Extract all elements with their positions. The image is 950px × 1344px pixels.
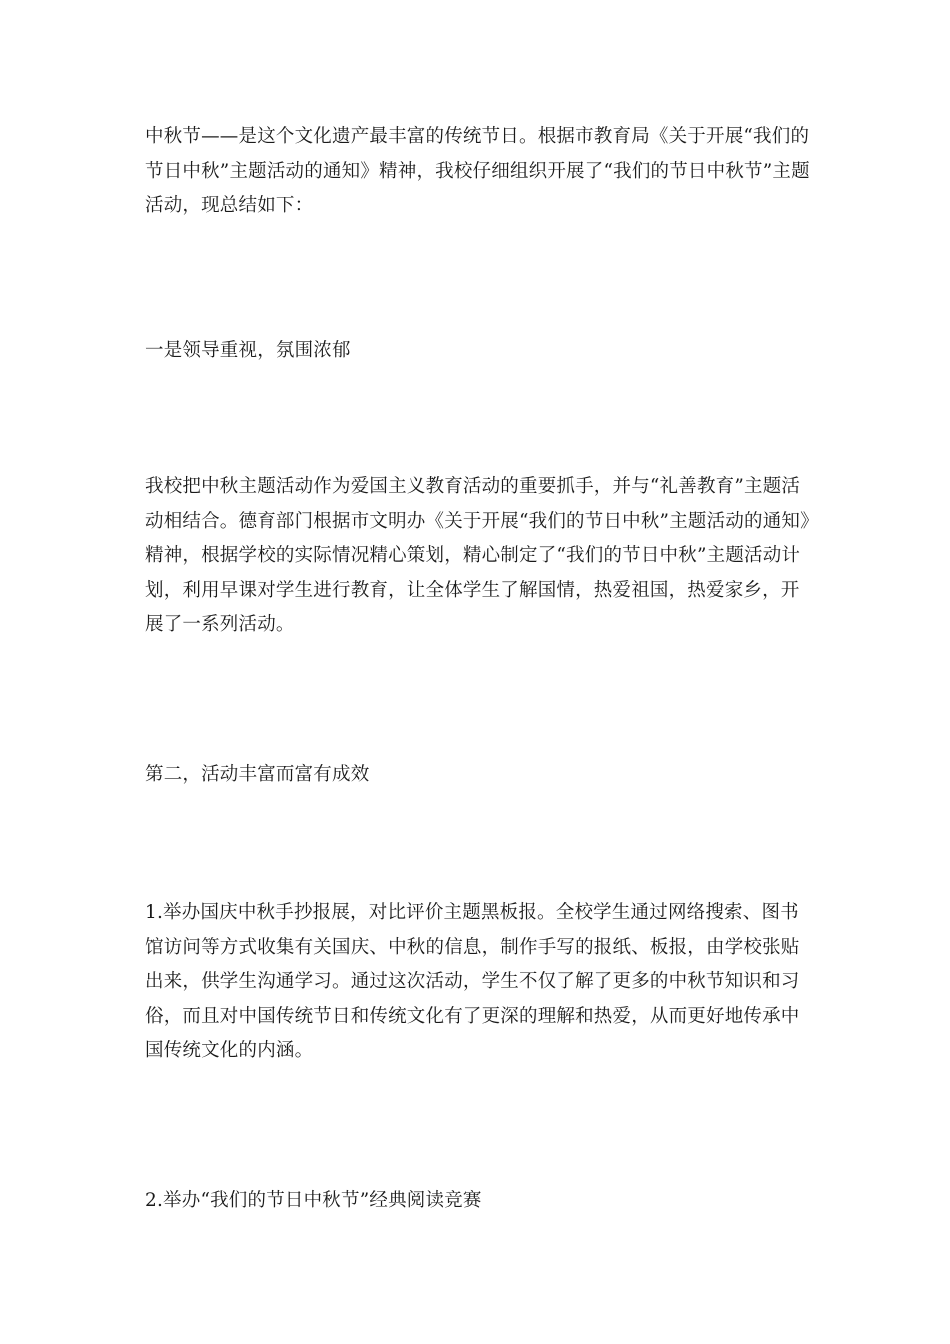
intro-paragraph: 中秋节——是这个文化遗产最丰富的传统节日。根据市教育局《关于开展“我们的节日中秋”主题活动的通知》精神，我校仔细组织开展了“我们的节日中秋节”主题活动，现总结如下： bbox=[145, 126, 810, 216]
section-heading-activities: 第二，活动丰富而富有成效 bbox=[145, 764, 370, 785]
activity-item-1: 1.举办国庆中秋手抄报展，对比评价主题黑板报。全校学生通过网络搜索、图书馆访问等方式收集有关国庆、中秋的信息，制作手写的报纸、板报，由学校张贴出来，供学生沟通学习。通过这次活动，学生不仅了解了更多的中秋节知识和习俗，而且对中国传统节日和传统文化有了更深的理解和热爱，从而更好地传承中国传统文化的内涵。 bbox=[145, 902, 800, 1061]
leadership-paragraph: 我校把中秋主题活动作为爱国主义教育活动的重要抓手，并与“礼善教育”主题活动相结合。德育部门根据市文明办《关于开展“我们的节日中秋”主题活动的通知》精神，根据学校的实际情况精心策划，精心制定了“我们的节日中秋”主题活动计划，利用早课对学生进行教育，让全体学生了解国情，热爱祖国，热爱家乡，开展了一系列活动。 bbox=[145, 476, 810, 635]
activity-item-2: 2.举办“我们的节日中秋节”经典阅读竞赛 bbox=[145, 1190, 482, 1211]
section-heading-leadership: 一是领导重视，氛围浓郁 bbox=[145, 340, 351, 361]
